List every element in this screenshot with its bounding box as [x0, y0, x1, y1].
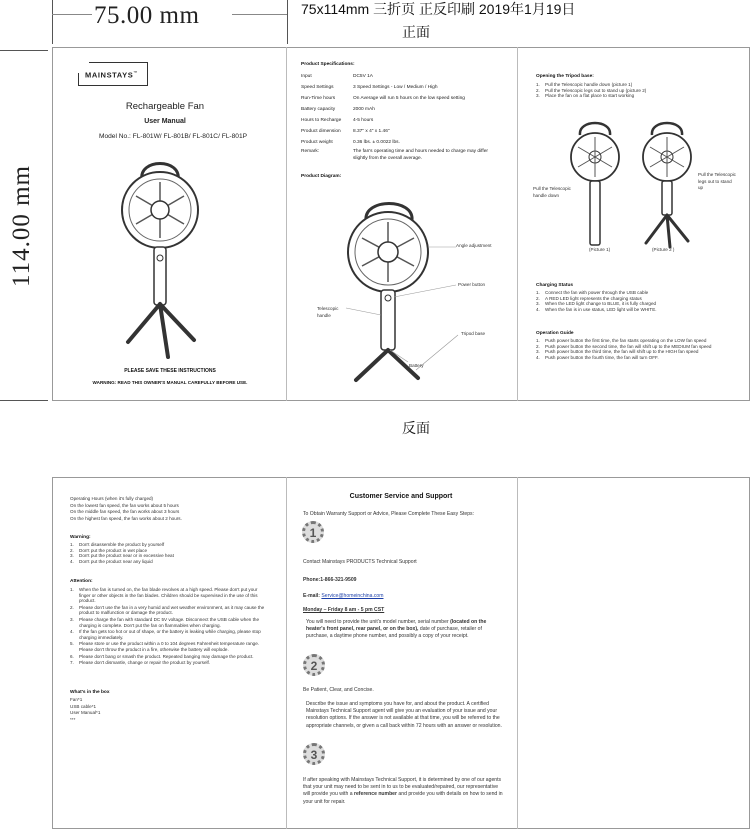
dim-tick-right	[287, 0, 288, 44]
spec-row: Speed Settings 3 Speed Settings - Low / Medium / High	[301, 85, 438, 90]
list-item: 7. Please don't dismantle, change or repair the product by yourself.	[70, 660, 211, 666]
tripod-heading: Opening the Tripod base:	[536, 74, 594, 79]
list-item: 4. When the fan is in use status, LED light will be WHITE.	[536, 306, 657, 312]
pull-handle-label: Pull the Telescopic handle down	[533, 186, 571, 198]
support-hours: Monday – Friday 8 am - 5 pm CST	[303, 607, 385, 613]
picture-2-caption: (Picture 2 )	[652, 247, 675, 252]
cover-subtitle: User Manual	[144, 118, 186, 125]
warning-heading: Warning:	[70, 535, 91, 540]
list-item: 4. If the fan gets too hot or out of shape, or the battery is leaking while charging, please stop charging immediately.	[70, 629, 261, 640]
attention-heading: Attention:	[70, 579, 93, 584]
dim-tick-left	[52, 0, 53, 44]
support-patient: Be Patient, Clear, and Concise.	[303, 687, 374, 693]
spec-row: Product weight 0.36 lbs. ± 0.0022 lbs.	[301, 140, 400, 145]
list-item: 1. Push power button the first time, the fan starts operating on the LOW fan speed	[536, 338, 707, 343]
tripod-steps	[536, 82, 741, 99]
list-item: 2. Push power button the second time, the fan will shift up to the MEDIUM fan speed	[536, 343, 712, 349]
callout-angle: Angle adjustment	[456, 243, 492, 248]
spec-row: Battery capacity 2000 mAh	[301, 107, 375, 112]
tripod-picture-1	[560, 115, 630, 250]
operating-hours: Operating Hours (when it's fully charged) On the lowest fan speed, the fan works about 5 hours On the middle fan speed, the fan works about 3 hours On the highest fan speed, the fan works about 2 hours.	[70, 496, 182, 521]
list-item: 3. When the LED light change to BLUE, it is fully charged	[536, 301, 657, 307]
warning-list	[70, 542, 270, 564]
list-item: User Manual*1	[70, 710, 101, 716]
dim-arrow-line	[232, 14, 287, 15]
list-item: 4. Push power button the fourth time, the fan will turn OFF.	[536, 354, 659, 360]
list-item: Fan*1	[70, 697, 83, 702]
width-dimension-label: 75.00 mm	[94, 2, 200, 29]
list-item: ***	[70, 716, 76, 722]
callout-power: Power button	[458, 282, 486, 287]
support-phone: Phone:1-866-321-9509	[303, 577, 357, 583]
list-item: 5. Please store or use the product within a 0 to 104 degrees Fahrenheit temperature range. Please don't throw the product in a fire, otherwise the battery will explode.	[70, 641, 260, 652]
spec-row: Run-Time hours On Average will run 5 hours on the low speed setting	[301, 96, 465, 101]
fold-line	[517, 477, 518, 829]
list-item: 3. Push power button the third time, the fan will shift up to the HIGH fan speed	[536, 349, 699, 355]
brand-logo	[78, 62, 148, 86]
list-item: 1. Connect the fan with power through the USB cable	[536, 290, 649, 295]
list-item: 2. Please don't use the fan in a very humid and wet weather environment, as it may cause the product to malfunction or damage the product.	[70, 604, 265, 616]
charging-steps	[536, 290, 741, 312]
cover-warning: WARNING: READ THIS OWNER'S MANUAL CAREFULLY BEFORE USE.	[92, 380, 248, 385]
fan-illustration	[108, 152, 212, 366]
back-side-label: 反面	[402, 420, 430, 436]
specs-heading: Product Specifications:	[301, 62, 355, 67]
list-item: 3. Place the fan on a flat place to start working	[536, 93, 635, 99]
list-item: 4. Don't put the product near any liquid	[70, 558, 153, 564]
spec-row: Input DC5V 1A	[301, 74, 373, 79]
list-item: 2. Pull the Telescopic legs out to stand up (picture 2)	[536, 87, 647, 93]
dim-tick-top	[0, 50, 48, 51]
list-item: 1. Don't disassemble the product by yourself	[70, 542, 165, 547]
email-link[interactable]: Service@homeinchina.com	[321, 593, 384, 599]
pull-legs-label: Pull the Telescopic legs out to stand up	[698, 172, 736, 191]
inbox-heading: What's in the box	[70, 690, 110, 695]
print-spec: 75x114mm 三折页 正反印刷 2019年1月19日	[301, 1, 576, 17]
spec-row: Product dimension 8.37" x 4" x 1.46"	[301, 129, 390, 134]
spec-row: Hours to Recharge 4-5 hours	[301, 118, 374, 123]
spec-row: Remark: The fan's operating time and hours needed to charge may differ slightly from the overall average.	[301, 149, 488, 161]
support-intro: To Obtain Warranty Support or Advice, Please Complete These Easy Steps:	[303, 511, 475, 517]
support-contact: Contact Mainstays PRODUCTS Technical Support	[303, 559, 417, 565]
front-side-label: 正面	[402, 24, 430, 40]
list-item: 3. Please charge the fan with standard DC 5V voltage. Disconnect the USB cable when the charging is complete. Don't put the fan on flammables when charging.	[70, 616, 260, 628]
fold-line	[517, 47, 518, 401]
dim-arrow-line	[52, 14, 92, 15]
list-item: 6. Please don't bang or smash the product. Repeated banging may damage the product.	[70, 653, 254, 659]
step-2-gear-icon: 2	[303, 654, 325, 676]
list-item: 2. A RED LED light represents the charging status	[536, 295, 642, 301]
support-describe: Describe the issue and symptoms you have for, and about the product. A certified Mainstays Technical Support agent will give you an evaluation of your issue and your resolution options. If the answer is not available at that time, you will be referred to the appropriate channels, or given a call back within 72 hours with an answer or resolution.	[306, 701, 502, 729]
attention-list	[70, 587, 270, 666]
fold-line	[286, 477, 287, 829]
step-3-gear-icon: 3	[303, 743, 325, 765]
operation-steps	[536, 338, 741, 360]
support-title: Customer Service and Support	[349, 493, 453, 500]
inbox-list	[70, 697, 100, 723]
list-item: 2. Don't put the product in wet place	[70, 547, 148, 553]
callout-battery: Battery	[409, 363, 424, 368]
list-item: USB cable*1	[70, 703, 97, 709]
cover-title: Rechargeable Fan	[125, 101, 205, 112]
model-number: Model No.: FL-801W/ FL-801B/ FL-801C/ FL-801P	[98, 133, 248, 140]
list-item: 1. When the fan is turned on, the fan blade revolves at a high speed. Please don't put your finger or other objects in the fan blades. Children should be supervised in the use of this product.	[70, 587, 258, 604]
height-dimension-label: 114.00 mm	[8, 165, 35, 287]
dim-tick-bottom	[0, 400, 48, 401]
specs-table	[301, 71, 499, 162]
fold-line	[286, 47, 287, 401]
list-item: 1. Pull the Telescopic handle down (picture 1)	[536, 82, 633, 87]
tripod-picture-2	[638, 115, 698, 250]
callout-tripod: Tripod base	[461, 331, 486, 336]
product-diagram	[338, 190, 488, 390]
support-email: E-mail: Service@homeinchina.com	[303, 593, 384, 599]
support-final: If after speaking with Mainstays Technical Support, it is determined by one of our agents that your unit may need to be sent in to us to be evaluated/repaired, our representative will provide you with a reference number and provide you with details on how to send in your unit for repair.	[303, 777, 503, 805]
brand-name: MAINSTAYS™	[85, 70, 138, 80]
diagram-heading: Product Diagram:	[301, 174, 342, 179]
step-1-gear-icon: 1	[302, 521, 324, 543]
support-info: You will need to provide the unit's model number, serial number (located on the heater's front panel, rear panel, or on the box), date of purchase, retailer of purchase, a daytime phone number, and possibly a copy of your receipt.	[306, 619, 487, 640]
operation-heading: Operation Guide	[536, 331, 574, 336]
callout-telescopic: Telescopic handle	[317, 306, 339, 318]
list-item: 3. Don't put the product near or in excessive heat	[70, 553, 174, 559]
picture-1-caption: (Picture 1)	[589, 247, 611, 252]
charging-heading: Charging Status	[536, 283, 574, 288]
save-instructions: PLEASE SAVE THESE INSTRUCTIONS	[124, 368, 216, 374]
